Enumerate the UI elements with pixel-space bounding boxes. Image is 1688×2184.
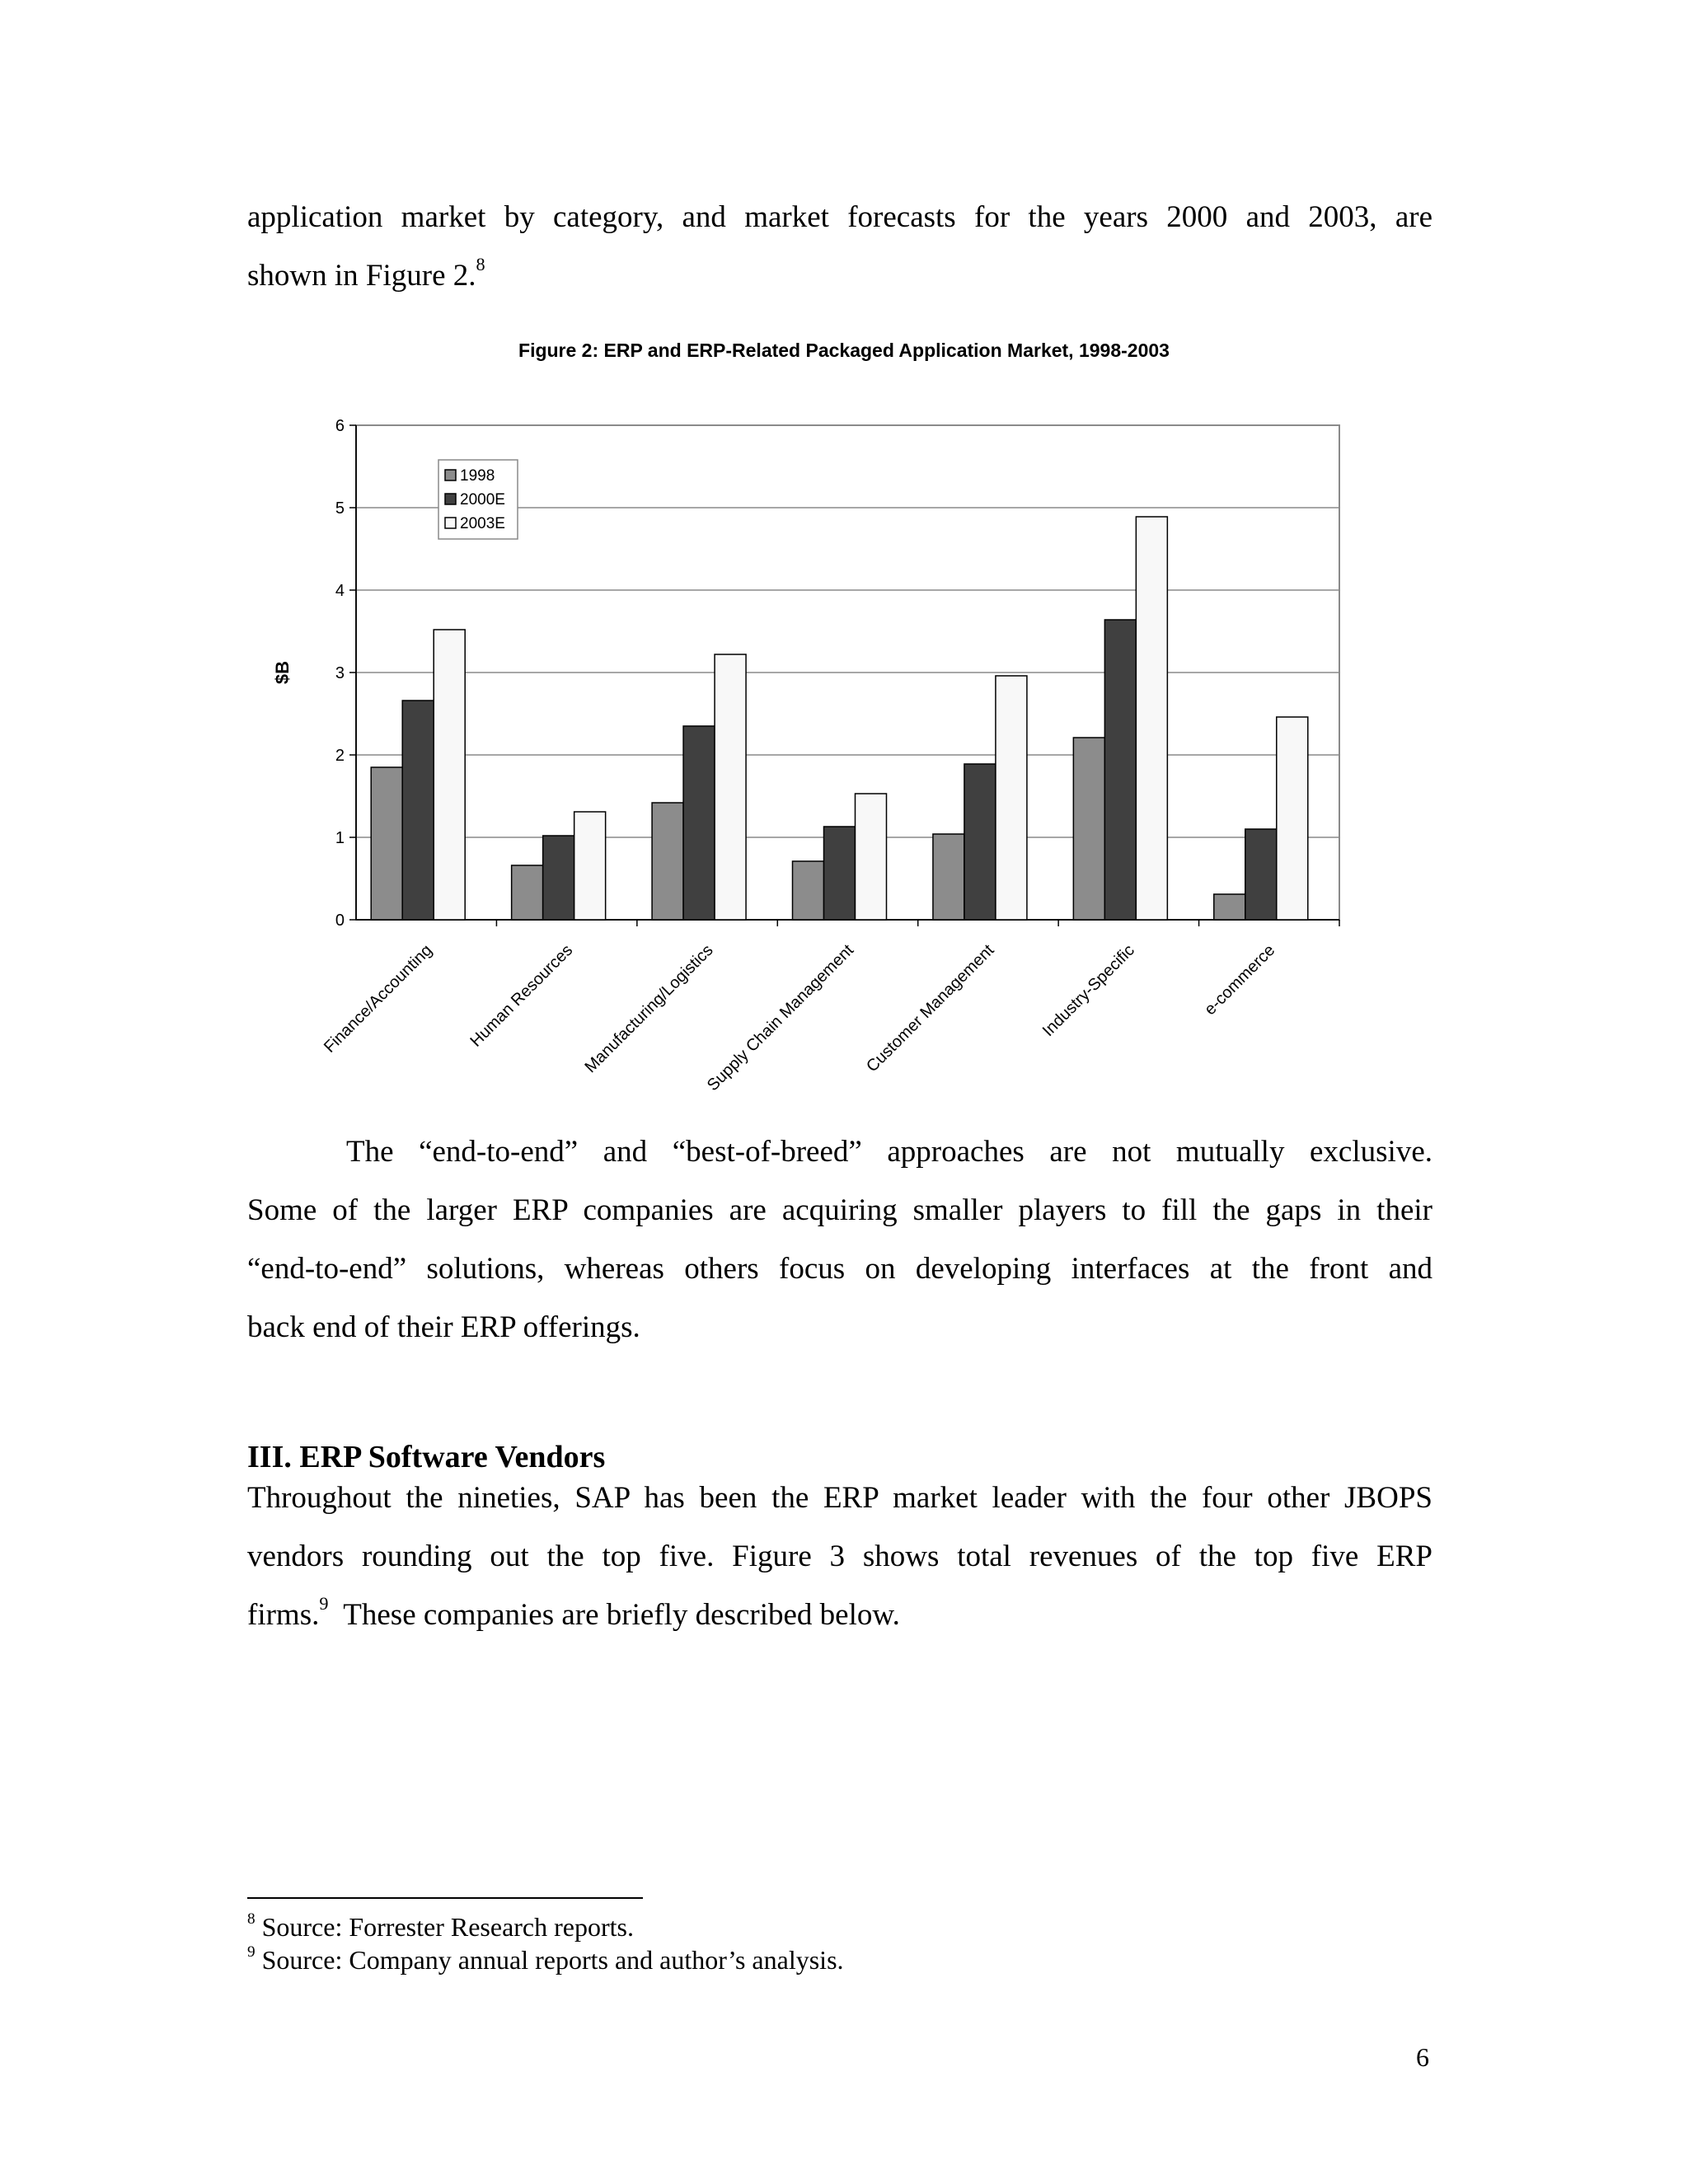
x-category-label: Manufacturing/Logistics	[581, 940, 717, 1077]
approaches-line-1: The “end-to-end” and “best-of-breed” approaches are not mutually exclusive.	[346, 1135, 1432, 1169]
vendors-line-1: Throughout the nineties, SAP has been the ERP market leader with the four other JBOPS	[247, 1481, 1432, 1515]
bar	[1104, 620, 1136, 920]
x-category-label: Customer Management	[863, 940, 998, 1076]
vendors-paragraph	[247, 1469, 1432, 1644]
x-category-label: Industry-Specific	[1039, 940, 1138, 1041]
bar	[933, 834, 964, 920]
legend-label: 2000E	[460, 491, 505, 509]
y-tick-label: 4	[335, 582, 345, 600]
figure-title: Figure 2: ERP and ERP-Related Packaged Application Market, 1998-2003	[518, 340, 1170, 361]
page-number: 6	[1416, 2042, 1429, 2072]
bar	[824, 827, 856, 920]
y-tick-label: 5	[335, 499, 345, 518]
bar	[371, 767, 402, 920]
footnote-text-9: Source: Company annual reports and author’s analysis.	[255, 1945, 844, 1975]
bar	[402, 701, 434, 920]
bar	[793, 861, 824, 920]
footnote-8	[247, 1910, 634, 1943]
y-tick-label: 0	[335, 912, 345, 930]
legend-label: 1998	[460, 467, 495, 485]
x-category-label: e-commerce	[1201, 940, 1279, 1019]
y-tick-label: 2	[335, 747, 345, 765]
bar	[1136, 517, 1167, 920]
approaches-line-2: Some of the larger ERP companies are acquiring smaller players to fill the gaps in their	[247, 1193, 1432, 1227]
y-axis-label: $B	[272, 660, 293, 685]
footnote-rule	[247, 1897, 643, 1899]
vendors-line-3	[247, 1586, 1432, 1644]
legend-swatch	[445, 518, 456, 528]
bar	[574, 812, 606, 920]
bar	[543, 836, 574, 920]
bar	[996, 676, 1027, 920]
vendors-line-3a: firms.	[247, 1598, 320, 1632]
intro-line-1: application market by category, and market forecasts for the years 2000 and 2003, are	[247, 200, 1432, 234]
footnote-ref-8: 8	[476, 254, 485, 275]
legend-swatch	[445, 494, 456, 504]
vendors-line-3b: These companies are briefly described below.	[328, 1598, 900, 1632]
footnote-number-9: 9	[247, 1943, 256, 1961]
bar	[715, 654, 746, 920]
y-tick-label: 3	[335, 664, 345, 682]
section-heading: III. ERP Software Vendors	[247, 1440, 606, 1474]
x-category-label: Human Resources	[467, 940, 577, 1051]
bar	[434, 630, 465, 920]
footnote-ref-9: 9	[319, 1593, 329, 1615]
approaches-line-3: “end-to-end” solutions, whereas others focus on developing interfaces at the front and	[247, 1252, 1432, 1286]
footnote-number-8: 8	[247, 1910, 256, 1928]
bar	[856, 794, 887, 920]
legend-swatch	[445, 470, 456, 480]
vendors-line-2: vendors rounding out the top five. Figure 3 shows total revenues of the top five ERP	[247, 1540, 1432, 1573]
approaches-paragraph	[247, 1122, 1432, 1357]
intro-line-2-text: shown in Figure 2.	[247, 259, 476, 293]
y-tick-label: 1	[335, 829, 345, 847]
footnote-9	[247, 1943, 844, 1976]
bar	[1214, 894, 1245, 920]
approaches-line-4: back end of their ERP offerings.	[247, 1310, 640, 1344]
bar	[1245, 829, 1277, 920]
bar	[683, 726, 715, 920]
bar	[964, 764, 996, 920]
footnote-text-8: Source: Forrester Research reports.	[255, 1912, 634, 1942]
bar	[512, 865, 543, 920]
y-tick-label: 6	[335, 417, 345, 435]
bar	[1073, 738, 1104, 920]
legend-label: 2003E	[460, 515, 505, 532]
x-category-label: Supply Chain Management	[703, 940, 858, 1095]
x-category-label: Finance/Accounting	[320, 940, 436, 1057]
bar	[1277, 717, 1308, 920]
bar	[652, 803, 683, 920]
